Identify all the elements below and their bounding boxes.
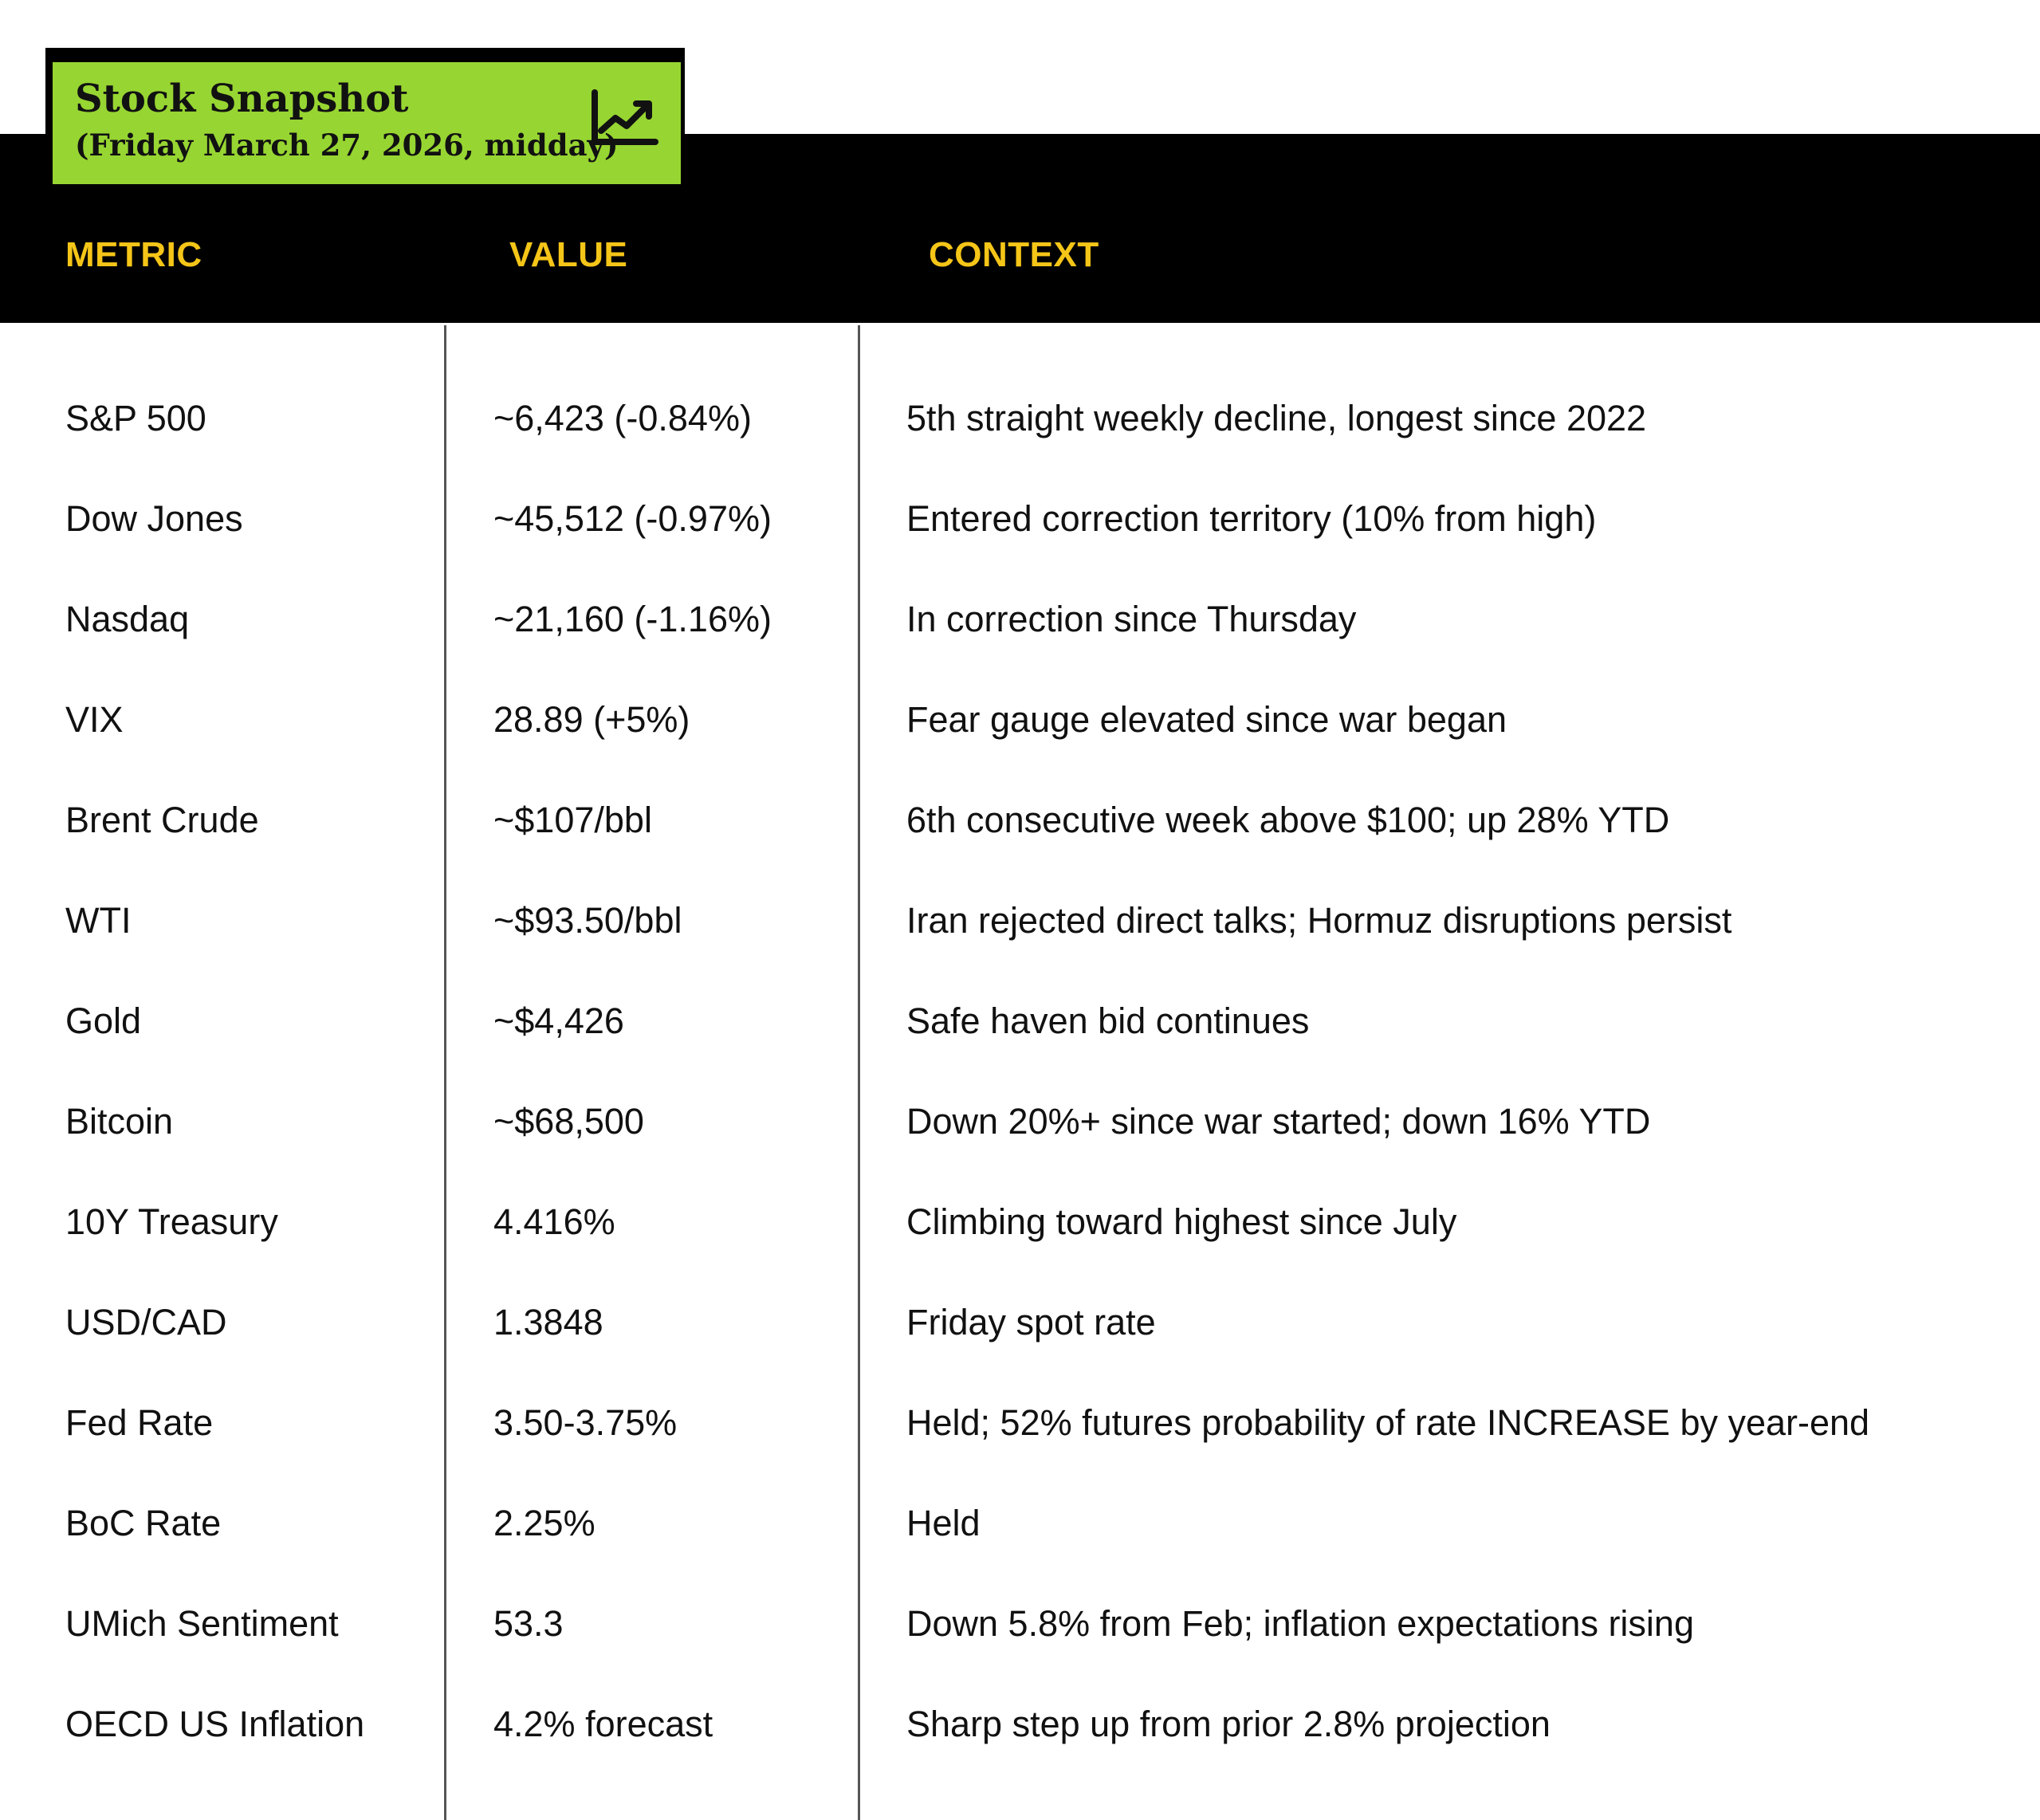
context-cell: Safe haven bid continues <box>906 1000 1310 1041</box>
page-subtitle-date: (Friday March 27, 2026, midday) <box>75 128 619 163</box>
value-cell: 3.50-3.75% <box>493 1402 678 1443</box>
table-row <box>0 1071 2040 1172</box>
table-row <box>0 1172 2040 1272</box>
table-row <box>0 1574 2040 1674</box>
metric-cell: BoC Rate <box>65 1503 222 1543</box>
metric-cell: Brent Crude <box>65 800 259 840</box>
table-row <box>0 670 2040 770</box>
context-cell: Sharp step up from prior 2.8% projection <box>906 1704 1551 1744</box>
metric-cell: Nasdaq <box>65 599 190 639</box>
value-cell: 4.2% forecast <box>493 1704 713 1744</box>
metric-cell: VIX <box>65 699 124 740</box>
table-row <box>0 1272 2040 1373</box>
table-row <box>0 971 2040 1071</box>
value-cell: 28.89 (+5%) <box>493 699 690 740</box>
value-cell: 53.3 <box>493 1603 564 1644</box>
metric-cell: USD/CAD <box>65 1302 227 1342</box>
value-cell: ~45,512 (-0.97%) <box>493 498 772 539</box>
context-cell: Friday spot rate <box>906 1302 1156 1342</box>
page-title: Stock Snapshot <box>75 77 409 121</box>
context-cell: Entered correction territory (10% from high) <box>906 498 1597 539</box>
title-card <box>53 62 681 184</box>
table-row <box>0 569 2040 670</box>
value-cell: 2.25% <box>493 1503 595 1543</box>
metric-cell: S&P 500 <box>65 398 206 438</box>
trending-up-chart-icon <box>590 89 658 148</box>
table-row <box>0 1373 2040 1473</box>
table-row <box>0 1473 2040 1574</box>
context-cell: Fear gauge elevated since war began <box>906 699 1507 740</box>
metric-cell: Dow Jones <box>65 498 243 539</box>
metric-cell: WTI <box>65 900 132 941</box>
context-cell: Iran rejected direct talks; Hormuz disruptions persist <box>906 900 1732 941</box>
value-cell: ~21,160 (-1.16%) <box>493 599 772 639</box>
context-cell: 6th consecutive week above $100; up 28% YTD <box>906 800 1670 840</box>
table-row <box>0 871 2040 971</box>
value-cell: ~$93.50/bbl <box>493 900 682 941</box>
context-cell: Down 5.8% from Feb; inflation expectations rising <box>906 1603 1694 1644</box>
context-cell: Held; 52% futures probability of rate INCREASE by year-end <box>906 1402 1870 1443</box>
metric-cell: UMich Sentiment <box>65 1603 339 1644</box>
metric-cell: 10Y Treasury <box>65 1201 278 1242</box>
value-cell: ~$4,426 <box>493 1000 624 1041</box>
column-header-context: CONTEXT <box>929 235 1099 274</box>
metric-cell: OECD US Inflation <box>65 1704 365 1744</box>
metric-cell: Gold <box>65 1000 142 1041</box>
value-cell: 4.416% <box>493 1201 615 1242</box>
value-cell: ~$107/bbl <box>493 800 652 840</box>
context-cell: In correction since Thursday <box>906 599 1357 639</box>
column-header-value: VALUE <box>509 235 628 274</box>
value-cell: ~$68,500 <box>493 1101 644 1142</box>
context-cell: 5th straight weekly decline, longest since 2022 <box>906 398 1647 438</box>
column-header-metric: METRIC <box>65 235 202 274</box>
value-cell: ~6,423 (-0.84%) <box>493 398 752 438</box>
table-row <box>0 770 2040 871</box>
context-cell: Held <box>906 1503 981 1543</box>
value-cell: 1.3848 <box>493 1302 603 1342</box>
table-row <box>0 368 2040 469</box>
table-row <box>0 469 2040 569</box>
metric-cell: Bitcoin <box>65 1101 174 1142</box>
context-cell: Climbing toward highest since July <box>906 1201 1457 1242</box>
table-row <box>0 1674 2040 1775</box>
context-cell: Down 20%+ since war started; down 16% YTD <box>906 1101 1651 1142</box>
metric-cell: Fed Rate <box>65 1402 214 1443</box>
